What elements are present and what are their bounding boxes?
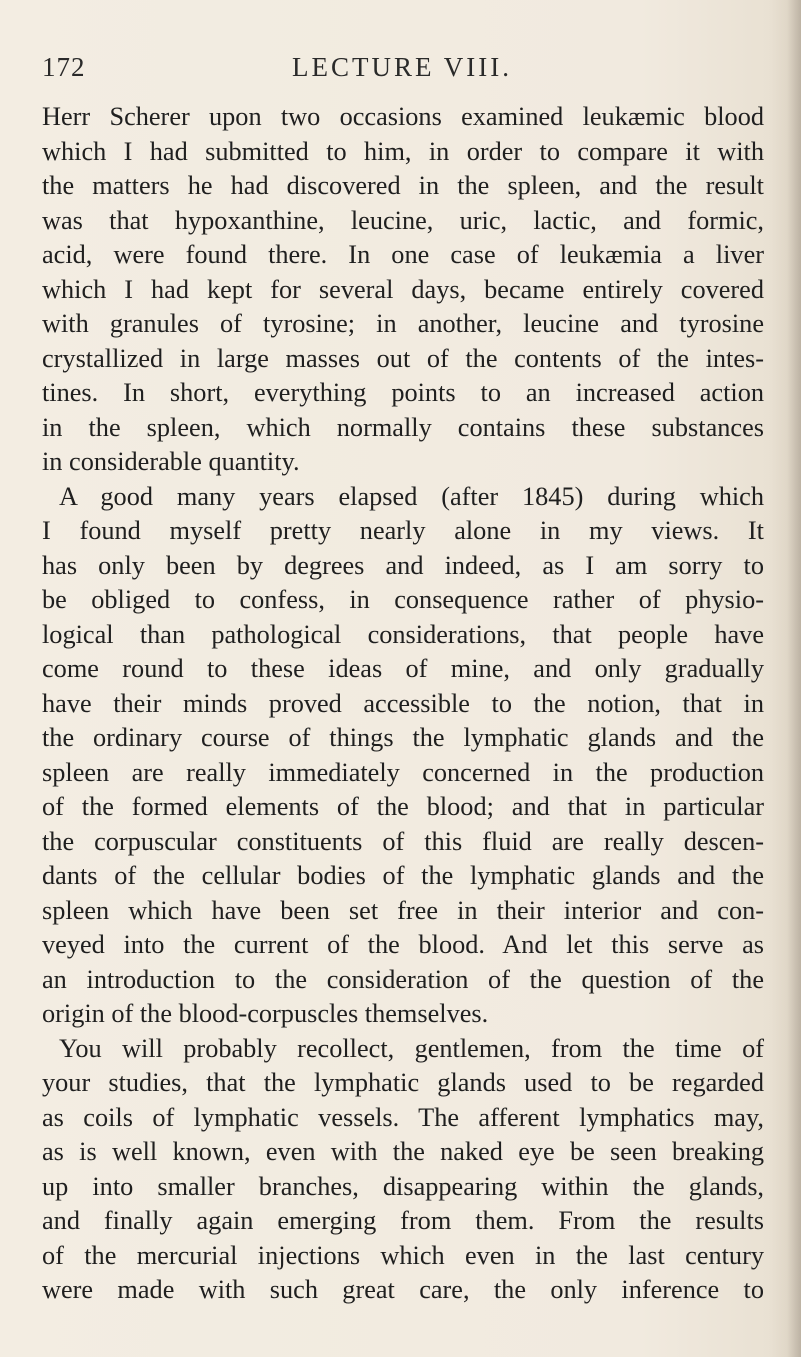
text-line: acid, were found there. In one case of leukæmia a liver <box>42 240 764 269</box>
text-line: dants of the cellular bodies of the lymphatic glands and the <box>42 861 764 890</box>
text-line: the matters he had discovered in the spleen, and the result <box>42 171 764 200</box>
text-line: tines. In short, everything points to an increased action <box>42 378 764 407</box>
text-line: with granules of tyrosine; in another, leucine and tyrosine <box>42 309 764 338</box>
text-line: was that hypoxanthine, leucine, uric, lactic, and formic, <box>42 205 764 235</box>
text-line: up into smaller branches, disappearing within the glands, <box>42 1171 764 1201</box>
text-line: as coils of lymphatic vessels. The afferent lymphatics may, <box>42 1102 764 1132</box>
text-line: of the formed elements of the blood; and that in particular <box>42 792 764 821</box>
text-line: I found myself pretty nearly alone in my views. It <box>42 516 764 545</box>
text-line: and finally again emerging from them. From the results <box>42 1206 764 1235</box>
text-line: in the spleen, which normally contains these substances <box>42 412 764 442</box>
text-line: has only been by degrees and indeed, as I am sorry to <box>42 550 764 580</box>
body-text <box>42 100 764 1308</box>
text-line: which I had submitted to him, in order to compare it with <box>42 136 764 166</box>
chapter-title: LECTURE VIII. <box>292 52 512 82</box>
text-line: in considerable quantity. <box>42 447 300 476</box>
text-line: the ordinary course of things the lymphatic glands and the <box>42 723 764 752</box>
text-line: spleen are really immediately concerned in the production <box>42 757 764 787</box>
text-line: A good many years elapsed (after 1845) during which <box>59 481 764 511</box>
text-line: spleen which have been set free in their interior and con- <box>42 895 764 925</box>
text-line: logical than pathological considerations, that people have <box>42 619 764 649</box>
text-line: of the mercurial injections which even in the last century <box>42 1240 764 1270</box>
text-line: as is well known, even with the naked eye be seen breaking <box>42 1137 764 1166</box>
page-number: 172 <box>42 52 86 82</box>
text-line: be obliged to confess, in consequence rather of physio- <box>42 585 764 614</box>
text-line: have their minds proved accessible to the notion, that in <box>42 688 764 718</box>
text-line: Herr Scherer upon two occasions examined leukæmic blood <box>42 102 764 131</box>
page-edge-shadow <box>787 0 801 1357</box>
text-line: crystallized in large masses out of the contents of the intes- <box>42 343 764 373</box>
text-line: veyed into the current of the blood. And let this serve as <box>42 930 764 959</box>
text-line: origin of the blood-corpuscles themselves. <box>42 999 489 1028</box>
text-line: the corpuscular constituents of this fluid are really descen- <box>42 826 764 856</box>
running-head <box>42 52 762 92</box>
text-line: which I had kept for several days, became entirely covered <box>42 274 764 304</box>
text-line: come round to these ideas of mine, and only gradually <box>42 654 764 683</box>
text-line: were made with such great care, the only inference to <box>42 1275 764 1304</box>
text-line: an introduction to the consideration of the question of the <box>42 964 764 994</box>
text-line: You will probably recollect, gentlemen, from the time of <box>59 1033 764 1063</box>
text-line: your studies, that the lymphatic glands used to be regarded <box>42 1068 764 1097</box>
